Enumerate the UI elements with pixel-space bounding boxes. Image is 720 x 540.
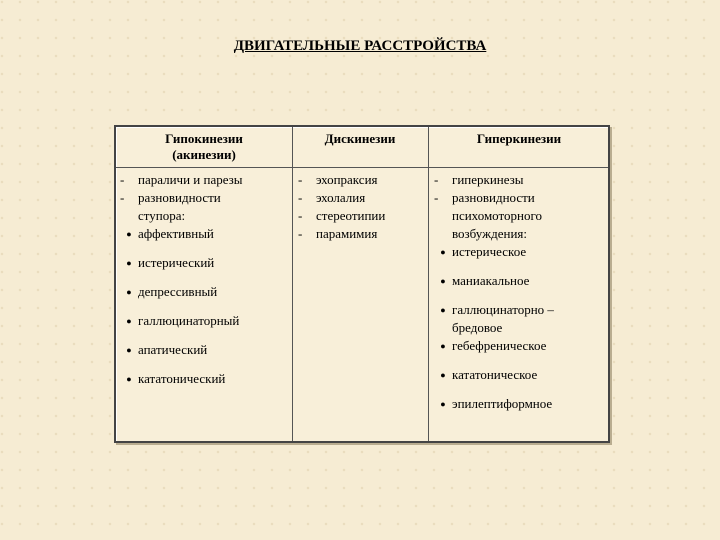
list-item-text: маниакальное xyxy=(452,273,530,288)
column-hypokinesia xyxy=(120,171,290,388)
dash-marker: - xyxy=(120,172,125,187)
dash-marker: - xyxy=(298,190,303,205)
header-line: (акинезии) xyxy=(172,147,236,162)
bullet-icon: ● xyxy=(440,276,446,286)
dash-marker: - xyxy=(298,226,303,241)
list-item xyxy=(120,283,290,301)
list-item xyxy=(434,189,608,207)
list-item xyxy=(434,395,608,413)
list-item-continuation: психомоторного xyxy=(452,208,542,223)
column-hyperkinesia xyxy=(434,171,608,413)
list-item xyxy=(298,207,426,225)
list-item-text: галлюцинаторный xyxy=(138,313,240,328)
list-item xyxy=(434,366,608,384)
bullet-icon: ● xyxy=(126,287,132,297)
list-item xyxy=(434,337,608,355)
list-item xyxy=(298,225,426,243)
dash-marker: - xyxy=(298,208,303,223)
list-item-text: эхолалия xyxy=(316,190,366,205)
bullet-icon: ● xyxy=(440,370,446,380)
bullet-icon: ● xyxy=(440,399,446,409)
list-item-text: гебефреническое xyxy=(452,338,547,353)
header-hyperkinesia: Гиперкинезии xyxy=(476,131,562,146)
dash-marker: - xyxy=(120,190,125,205)
list-item-text: апатический xyxy=(138,342,208,357)
list-item-text: стереотипии xyxy=(316,208,386,223)
header-dyskinesia: Дискинезии xyxy=(324,131,396,146)
bullet-icon: ● xyxy=(440,341,446,351)
list-item-text: аффективный xyxy=(138,226,214,241)
list-item-text: депрессивный xyxy=(138,284,218,299)
list-item xyxy=(298,189,426,207)
bullet-icon: ● xyxy=(126,374,132,384)
list-item xyxy=(434,171,608,189)
list-item xyxy=(120,189,290,207)
bullet-icon: ● xyxy=(440,305,446,315)
list-item-text: кататонический xyxy=(138,371,226,386)
list-item-text: разновидности xyxy=(138,190,221,205)
bullet-icon: ● xyxy=(126,345,132,355)
header-line: Гипокинезии xyxy=(165,131,243,146)
list-item xyxy=(120,370,290,388)
list-item xyxy=(120,225,290,243)
column-dyskinesia xyxy=(298,171,426,243)
bullet-icon: ● xyxy=(126,229,132,239)
motor-disorders-table xyxy=(114,125,610,443)
bullet-icon: ● xyxy=(126,258,132,268)
list-item xyxy=(120,171,290,189)
list-item-text: гиперкинезы xyxy=(452,172,524,187)
list-item-text: галлюцинаторно – xyxy=(452,302,554,317)
dash-marker: - xyxy=(298,172,303,187)
list-item-text: парамимия xyxy=(316,226,378,241)
header-divider xyxy=(116,167,608,168)
list-item-text: кататоническое xyxy=(452,367,538,382)
list-item-text: эхопраксия xyxy=(316,172,378,187)
list-item xyxy=(120,341,290,359)
bullet-icon: ● xyxy=(440,247,446,257)
list-item xyxy=(120,312,290,330)
list-item xyxy=(434,243,608,261)
bullet-icon: ● xyxy=(126,316,132,326)
list-item-continuation: возбуждения: xyxy=(452,226,528,241)
list-item-text: эпилептиформное xyxy=(452,396,553,411)
list-item xyxy=(120,254,290,272)
dash-marker: - xyxy=(434,172,439,187)
list-item xyxy=(298,171,426,189)
column-divider xyxy=(292,127,293,441)
list-item xyxy=(434,272,608,290)
list-item xyxy=(434,301,608,319)
dash-marker: - xyxy=(434,190,439,205)
list-item-continuation: ступора: xyxy=(138,208,186,223)
list-item-text: разновидности xyxy=(452,190,535,205)
list-item-text: истерический xyxy=(138,255,215,270)
column-divider xyxy=(428,127,429,441)
list-item-text: параличи и парезы xyxy=(138,172,243,187)
list-item-continuation: бредовое xyxy=(452,320,503,335)
header-hypokinesia xyxy=(116,131,292,163)
page-title: ДВИГАТЕЛЬНЫЕ РАССТРОЙСТВА xyxy=(233,38,487,54)
list-item-text: истерическое xyxy=(452,244,527,259)
